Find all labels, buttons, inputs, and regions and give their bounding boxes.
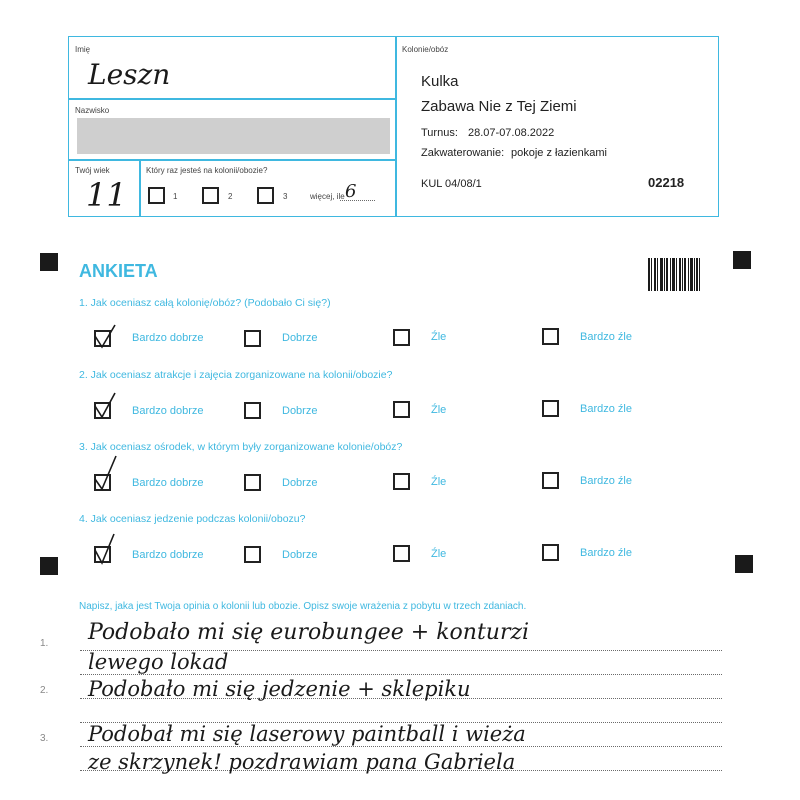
choice-2-label: 2	[228, 192, 233, 201]
wiek-label: Twój wiek	[75, 166, 110, 175]
q4-dobrze-checkbox[interactable]	[244, 546, 261, 563]
q3-dobrze-label: Dobrze	[282, 477, 318, 489]
zakwaterowanie-label: Zakwaterowanie:	[421, 147, 505, 159]
question-1-text: 1. Jak oceniasz całą kolonię/obóz? (Podobało Ci się?)	[79, 297, 331, 309]
wiecej-value[interactable]: 6	[345, 181, 357, 202]
kolonia-name: Kulka	[421, 73, 459, 90]
line-number-2: 2.	[40, 685, 49, 696]
q3-dobrze-checkbox[interactable]	[244, 474, 261, 491]
imie-label: Imię	[75, 45, 91, 54]
kolonia-title: Zabawa Nie z Tej Ziemi	[421, 98, 577, 115]
answer-text-1b: lewego lokad	[88, 650, 229, 674]
choice-1-label: 1	[173, 192, 178, 201]
q1-zle-checkbox[interactable]	[393, 329, 410, 346]
question-4-text: 4. Jak oceniasz jedzenie podczas kolonii/obozu?	[79, 513, 306, 525]
q4-zle-checkbox[interactable]	[393, 545, 410, 562]
barcode-icon	[648, 258, 700, 291]
q2-dobrze-label: Dobrze	[282, 405, 318, 417]
survey-title: ANKIETA	[79, 261, 158, 281]
nazwisko-label: Nazwisko	[75, 106, 110, 115]
q2-bardzo-zle-checkbox[interactable]	[542, 400, 559, 417]
header-cell-divider	[139, 159, 141, 217]
q4-zle-label: Źle	[431, 548, 447, 560]
registration-marker	[733, 251, 751, 269]
wiecej-label: więcej, ile	[310, 192, 345, 201]
answer-line[interactable]	[80, 746, 722, 747]
opinion-prompt: Napisz, jaka jest Twoja opinia o kolonii lub obozie. Opisz swoje wrażenia z pobytu w trzech zdaniach.	[79, 601, 527, 612]
answer-text-3b: ze skrzynek! pozdrawiam pana Gabriela	[88, 750, 516, 774]
camp-code: KUL 04/08/1	[421, 178, 482, 190]
q1-bardzo-zle-label: Bardzo źle	[580, 331, 632, 343]
turnus-label: Turnus:	[421, 127, 458, 139]
q1-bardzo-zle-checkbox[interactable]	[542, 328, 559, 345]
wiek-value[interactable]: 11	[86, 176, 127, 214]
header-divider	[395, 36, 397, 217]
choice-3-label: 3	[283, 192, 288, 201]
q1-dobrze-label: Dobrze	[282, 332, 318, 344]
form-number: 02218	[648, 175, 685, 190]
question-3-text: 3. Jak oceniasz ośrodek, w którym były zorganizowane kolonie/obóz?	[79, 441, 403, 453]
choice-1-checkbox[interactable]	[148, 187, 165, 204]
ktory-raz-label: Który raz jesteś na kolonii/obozie?	[146, 166, 268, 175]
header-row-divider	[68, 98, 395, 100]
q1-zle-label: Źle	[431, 331, 447, 343]
q3-bardzo-zle-checkbox[interactable]	[542, 472, 559, 489]
choice-3-checkbox[interactable]	[257, 187, 274, 204]
checkmark-icon	[92, 322, 118, 350]
line-number-3: 3.	[40, 733, 49, 744]
q2-bardzo-zle-label: Bardzo źle	[580, 403, 632, 415]
checkmark-icon	[92, 532, 118, 566]
line-number-1: 1.	[40, 638, 49, 649]
zakwaterowanie-value: pokoje z łazienkami	[511, 147, 607, 159]
registration-marker	[40, 253, 58, 271]
q2-zle-label: Źle	[431, 404, 447, 416]
nazwisko-redaction	[77, 118, 390, 154]
q3-zle-checkbox[interactable]	[393, 473, 410, 490]
q3-zle-label: Źle	[431, 476, 447, 488]
q4-bardzo-dobrze-label: Bardzo dobrze	[132, 549, 204, 561]
answer-text-3: Podobał mi się laserowy paintball i wieża	[88, 722, 526, 746]
q4-dobrze-label: Dobrze	[282, 549, 318, 561]
registration-marker	[735, 555, 753, 573]
q4-bardzo-zle-checkbox[interactable]	[542, 544, 559, 561]
answer-text-1: Podobało mi się eurobungee + konturzi	[88, 620, 530, 645]
turnus-value: 28.07-07.08.2022	[468, 127, 555, 139]
q2-dobrze-checkbox[interactable]	[244, 402, 261, 419]
kolonia-label: Kolonie/obóz	[402, 45, 449, 54]
header-row-divider	[68, 159, 395, 161]
q3-bardzo-zle-label: Bardzo źle	[580, 475, 632, 487]
q2-bardzo-dobrze-label: Bardzo dobrze	[132, 405, 204, 417]
question-2-text: 2. Jak oceniasz atrakcje i zajęcia zorganizowane na kolonii/obozie?	[79, 369, 393, 381]
q1-dobrze-checkbox[interactable]	[244, 330, 261, 347]
choice-2-checkbox[interactable]	[202, 187, 219, 204]
imie-value[interactable]: Leszn	[88, 58, 171, 91]
checkmark-icon	[92, 454, 120, 492]
q1-bardzo-dobrze-label: Bardzo dobrze	[132, 332, 204, 344]
answer-text-2: Podobało mi się jedzenie + sklepiku	[88, 677, 471, 701]
checkmark-icon	[92, 390, 118, 420]
answer-line[interactable]	[80, 674, 722, 675]
q4-bardzo-zle-label: Bardzo źle	[580, 547, 632, 559]
q3-bardzo-dobrze-label: Bardzo dobrze	[132, 477, 204, 489]
q2-zle-checkbox[interactable]	[393, 401, 410, 418]
registration-marker	[40, 557, 58, 575]
